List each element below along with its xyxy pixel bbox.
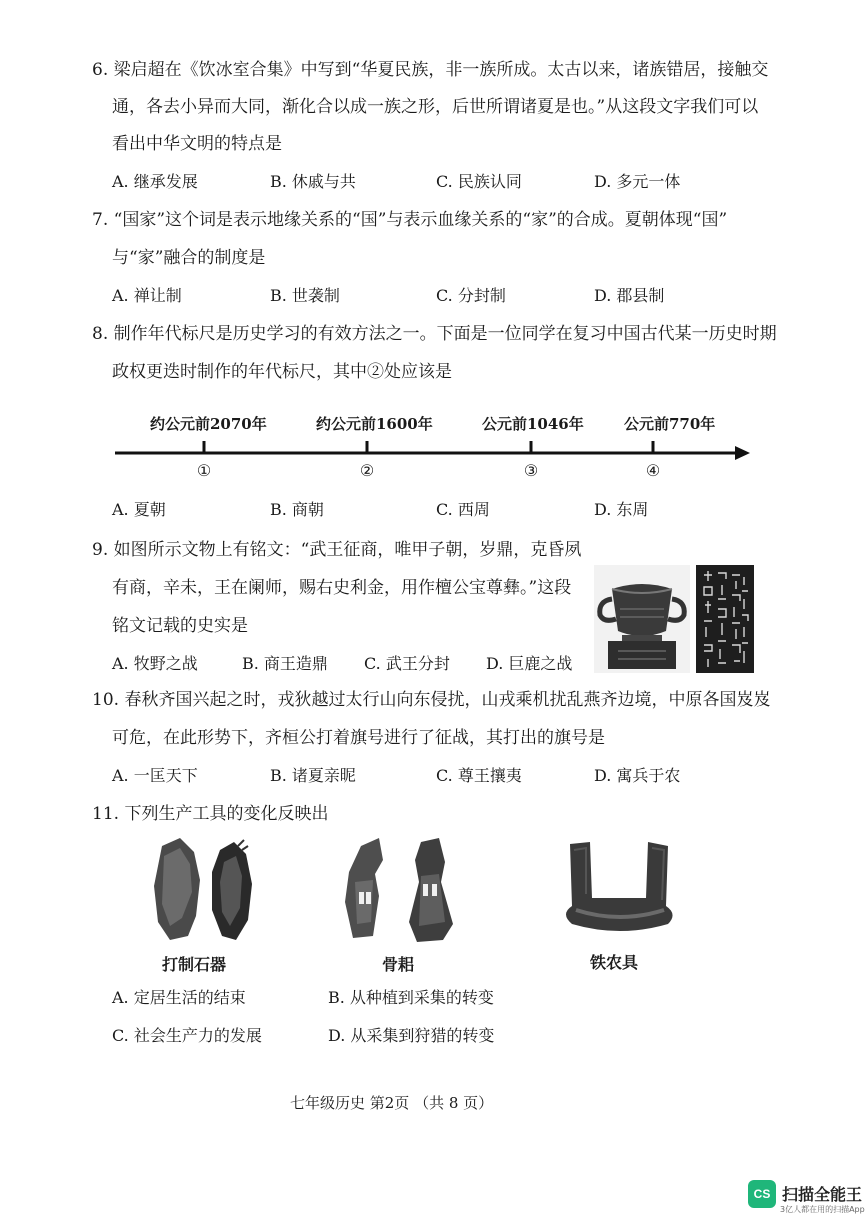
q9-line-3: 铭文记载的史实是 [112,616,248,636]
q6-line-2: 通，各去小异而大同，渐化合以成一族之形，后世所谓诸夏是也。”从这段文字我们可以 [112,97,759,117]
timeline-label-1: 约公元前2070年 [150,415,267,433]
caption-iron-tool: 铁农具 [590,953,639,972]
q7-option-b: B. 世袭制 [270,286,340,305]
q9-option-c: C. 武王分封 [364,654,450,673]
q9-option-b: B. 商王造鼎 [242,654,328,673]
q6-option-d: D. 多元一体 [594,172,681,191]
q11-option-d: D. 从采集到狩猎的转变 [328,1026,495,1045]
q6-option-b: B. 休戚与共 [270,172,356,191]
q6-line-1: 6. 梁启超在《饮冰室合集》中写到“华夏民族，非一族所成。太古以来，诸族错居，接触交 [92,60,769,80]
q9-option-d: D. 巨鹿之战 [486,654,573,673]
camscanner-logo-icon: CS [748,1180,776,1208]
q11-option-c: C. 社会生产力的发展 [112,1026,262,1045]
inscription-rubbing-image [696,565,754,673]
timeline-mark-3: ③ [523,461,539,480]
iron-farm-tool-image [550,836,690,936]
q10-line-1: 10. 春秋齐国兴起之时，戎狄越过太行山向东侵扰，山戎乘机扰乱燕齐边境，中原各国岌岌 [92,690,771,710]
q8-option-c: C. 西周 [436,500,490,519]
scanner-watermark [748,1180,865,1220]
q7-option-a: A. 禅让制 [112,286,182,305]
q7-option-c: C. 分封制 [436,286,506,305]
q10-option-c: C. 尊王攘夷 [436,766,522,785]
q10-option-b: B. 诸夏亲昵 [270,766,356,785]
q8-option-a: A. 夏朝 [112,500,166,519]
q11-line-1: 11. 下列生产工具的变化反映出 [92,804,329,824]
chipped-stone-tools-image [150,832,260,947]
q10-option-a: A. 一匡天下 [112,766,198,785]
q9-line-1: 9. 如图所示文物上有铭文：“武王征商，唯甲子朝，岁鼎，克昏夙 [92,540,582,560]
page-footer: 七年级历史 第2页 （共 8 页） [290,1094,494,1112]
bone-spade-image [335,832,465,947]
q6-line-3: 看出中华文明的特点是 [112,134,282,154]
q10-option-d: D. 寓兵于农 [594,766,681,785]
q9-line-2: 有商，辛未，王在阑师，赐右史利金，用作檀公宝尊彝。”这段 [112,578,572,598]
q6-option-a: A. 继承发展 [112,172,198,191]
q8-line-2: 政权更迭时制作的年代标尺，其中②处应该是 [112,362,452,382]
timeline-mark-1: ① [196,461,212,480]
q8-line-1: 8. 制作年代标尺是历史学习的有效方法之一。下面是一位同学在复习中国古代某一历史时期 [92,324,777,344]
q8-option-d: D. 东周 [594,500,649,519]
timeline-mark-4: ④ [645,461,661,480]
q11-option-a: A. 定居生活的结束 [112,988,246,1007]
timeline-label-2: 约公元前1600年 [316,415,433,433]
bronze-vessel-image [594,565,690,673]
q8-option-b: B. 商朝 [270,500,324,519]
q9-option-a: A. 牧野之战 [112,654,198,673]
watermark-title: 扫描全能王 [782,1185,863,1204]
q6-option-c: C. 民族认同 [436,172,522,191]
timeline-mark-2: ② [359,461,375,480]
timeline-label-4: 公元前770年 [624,415,716,433]
q7-line-1: 7. “国家”这个词是表示地缘关系的“国”与表示血缘关系的“家”的合成。夏朝体现“国” [92,210,728,230]
caption-bone-spade: 骨耜 [382,955,415,974]
q7-line-2: 与“家”融合的制度是 [112,248,266,268]
q10-line-2: 可危，在此形势下，齐桓公打着旗号进行了征战，其打出的旗号是 [112,728,605,748]
caption-chipped-stone: 打制石器 [162,955,227,974]
q11-option-b: B. 从种植到采集的转变 [328,988,494,1007]
q7-option-d: D. 郡县制 [594,286,665,305]
timeline-label-3: 公元前1046年 [482,415,584,433]
watermark-subtitle: 3亿人都在用的扫描App [780,1205,865,1214]
